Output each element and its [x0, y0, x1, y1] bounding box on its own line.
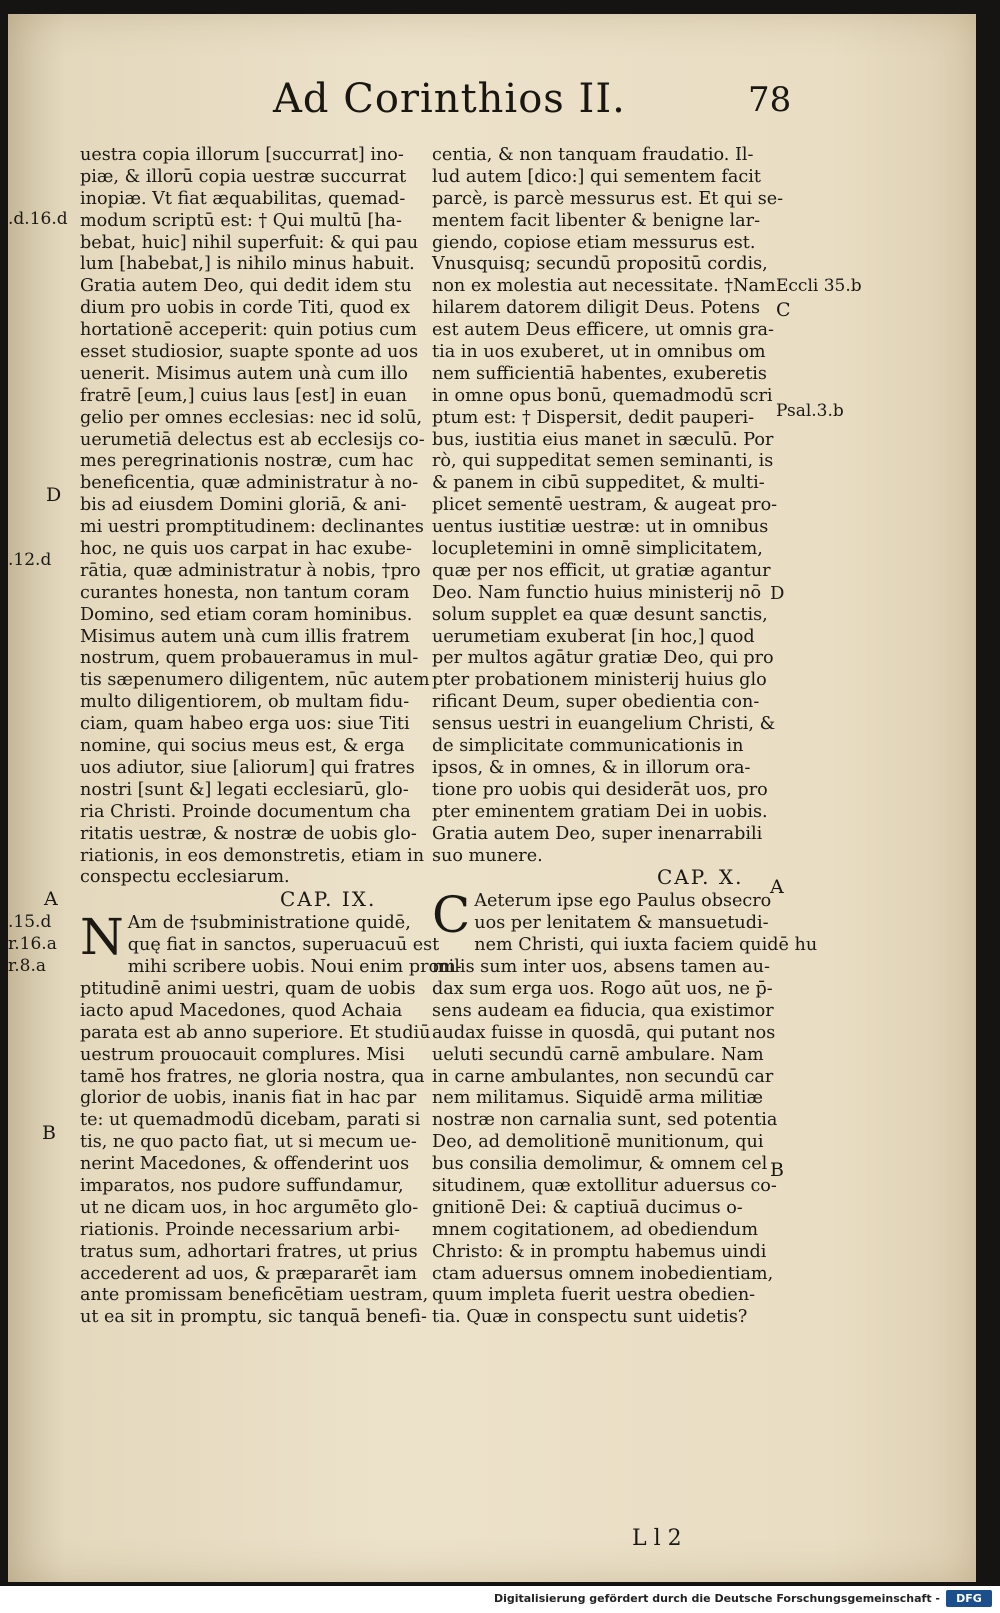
- text-line: quæ per nos efficit, ut gratiæ agantur: [432, 560, 771, 581]
- text-line: rificant Deum, super obedientia con-: [432, 692, 760, 713]
- text-line: beneficentia, quæ administratur à no-: [80, 473, 419, 494]
- text-line: ria Christi. Proinde documentum cha: [80, 801, 411, 822]
- text-line: imparatos, nos pudore suffundamur,: [80, 1175, 404, 1196]
- text-line: sensus uestri in euangelium Christi, &: [432, 714, 776, 735]
- text-line: sens audeam ea fiducia, qua existimor: [432, 1000, 774, 1021]
- margin-note-left: .12.d: [8, 550, 52, 570]
- text-line: ptum est: † Dispersit, dedit pauperi-: [432, 407, 755, 428]
- text-line: parata est ab anno superiore. Et studiū: [80, 1022, 431, 1043]
- text-line: & panem in cibū suppeditet, & multi-: [432, 473, 765, 494]
- text-line: Am de †subministratione quidē,: [127, 913, 411, 934]
- text-line: per multos agātur gratiæ Deo, qui pro: [432, 648, 774, 669]
- text-line: mi uestri promptitudinem: declinantes: [80, 517, 424, 538]
- dfg-logo: DFG: [946, 1590, 992, 1607]
- text-line: tamē hos fratres, ne gloria nostra, qua: [80, 1066, 425, 1087]
- text-line: esset studiosior, suapte sponte ad uos: [80, 342, 419, 363]
- text-line: hilarem datorem diligit Deus. Potens: [432, 298, 761, 319]
- text-line: rātia, quæ administratur à nobis, †pro: [80, 560, 421, 581]
- text-line: Aeterum ipse ego Paulus obsecro: [474, 891, 772, 912]
- text-line: Deo. Nam functio huius ministerij nō: [432, 582, 762, 603]
- drop-cap: C: [432, 886, 471, 945]
- margin-note-left: B: [42, 1122, 56, 1144]
- text-line: lud autem [dico:] qui sementem facit: [432, 166, 761, 187]
- text-line: nostri [sunt &] legati ecclesiarū, glo-: [80, 779, 409, 800]
- text-line: mentem facit libenter & benigne lar-: [432, 210, 761, 231]
- text-line: mihi scribere uobis. Noui enim prom-: [127, 957, 462, 978]
- text-line: nem Christi, qui iuxta faciem quidē hu: [474, 935, 818, 956]
- text-line: situdinem, quæ extollitur aduersus co-: [432, 1175, 777, 1196]
- margin-note-left: r.8.a: [8, 956, 47, 976]
- text-line: milis sum inter uos, absens tamen au-: [432, 957, 770, 978]
- text-line: conspectu ecclesiarum.: [80, 867, 290, 888]
- text-line: uentus iustitiæ uestræ: ut in omnibus: [432, 517, 769, 538]
- text-line: curantes honesta, non tantum coram: [80, 582, 410, 603]
- text-line: tratus sum, adhortari fratres, ut prius: [80, 1241, 418, 1262]
- text-line: uestrum prouocauit complures. Misi: [80, 1044, 405, 1065]
- text-line: quę fiat in sanctos, superuacuū est: [127, 935, 440, 956]
- text-line: centia, & non tanquam fraudatio. Il-: [432, 145, 754, 165]
- text-line: ut ea sit in promptu, sic tanquā benefi-: [80, 1307, 427, 1328]
- text-line: bus, iustitia eius manet in sæculū. Por: [432, 429, 774, 450]
- text-line: ante promissam beneficētiam uestram,: [80, 1285, 429, 1306]
- text-line: dium pro uobis in corde Titi, quod ex: [80, 298, 411, 319]
- text-line: ptitudinē animi uestri, quam de uobis: [80, 978, 416, 999]
- text-line: riationis. Proinde necessarium arbi-: [80, 1219, 400, 1240]
- margin-note-right: D: [770, 583, 785, 604]
- text-line: solum supplet ea quæ desunt sanctis,: [432, 604, 768, 625]
- text-line: lum [habebat,] is nihilo minus habuit.: [80, 254, 415, 275]
- text-line: uerumetiam exuberat [in hoc,] quod: [432, 626, 755, 647]
- text-line: nerint Macedones, & offenderint uos: [80, 1154, 410, 1175]
- drop-cap: N: [80, 908, 124, 967]
- text-line: tia in uos exuberet, ut in omnibus om: [432, 342, 766, 363]
- text-line: tione pro uobis qui desiderāt uos, pro: [432, 779, 768, 800]
- text-line: tis sæpenumero diligentem, nūc autem: [80, 670, 430, 691]
- text-line: inopiæ. Vt fiat æquabilitas, quemad-: [80, 188, 406, 209]
- text-line: uestra copia illorum [succurrat] ino-: [80, 145, 404, 165]
- text-line: bis ad eiusdem Domini gloriā, & ani-: [80, 495, 407, 516]
- text-line: nem sufficientiā habentes, exuberetis: [432, 363, 767, 384]
- text-line: glorior de uobis, inanis fiat in hac par: [80, 1088, 417, 1109]
- margin-note-right: C: [776, 299, 791, 321]
- text-line: uos per lenitatem & mansuetudi-: [474, 913, 769, 934]
- text-line: uerumetiā delectus est ab ecclesijs co-: [80, 429, 425, 450]
- text-line: plicet sementē uestram, & augeat pro-: [432, 495, 778, 516]
- signature-mark: L l 2: [632, 1526, 682, 1551]
- text-line: modum scriptū est: † Qui multū [ha-: [80, 210, 402, 231]
- text-line: Gratia autem Deo, super inenarrabili: [432, 823, 763, 844]
- margin-note-left: .d.16.d: [8, 209, 68, 229]
- text-line: bus consilia demolimur, & omnem cel: [432, 1154, 768, 1175]
- text-line: pter eminentem gratiam Dei in uobis.: [432, 801, 768, 822]
- text-line: gnitionē Dei: & captiuā ducimus o-: [432, 1197, 743, 1218]
- funding-credit: Digitalisierung gefördert durch die Deutsche Forschungsgemeinschaft -: [493, 1592, 940, 1605]
- text-line: pter probationem ministerij huius glo: [432, 670, 767, 691]
- text-line: in omne opus bonū, quemadmodū scri: [432, 385, 773, 406]
- text-line: tia. Quæ in conspectu sunt uidetis?: [432, 1307, 748, 1328]
- text-line: non ex molestia aut necessitate. †Nam: [432, 276, 776, 297]
- text-line: piæ, & illorū copia uestræ succurrat: [80, 166, 407, 187]
- margin-note-left: A: [44, 888, 58, 910]
- folio-number: 78: [748, 80, 792, 120]
- book-page: [8, 14, 976, 1582]
- text-line: hoc, ne quis uos carpat in hac exube-: [80, 539, 412, 560]
- left-text-column: [80, 145, 462, 1329]
- text-line: bebat, huic] nihil superfuit: & qui pau: [80, 232, 419, 253]
- text-line: tis, ne quo pacto fiat, ut si mecum ue-: [80, 1132, 417, 1153]
- running-head-title: Ad Corinthios II.: [273, 76, 626, 122]
- text-line: mnem cogitationem, ad obediendum: [432, 1219, 759, 1240]
- text-line: nem militamus. Siquidē arma militiæ: [432, 1088, 763, 1109]
- text-line: uenerit. Misimus autem unà cum illo: [80, 363, 408, 384]
- text-line: Deo, ad demolitionē munitionum, qui: [432, 1132, 764, 1153]
- text-line: ctam aduersus omnem inobedientiam,: [432, 1263, 774, 1284]
- text-line: ipsos, & in omnes, & in illorum ora-: [432, 757, 751, 778]
- text-line: ciam, quam habeo erga uos: siue Titi: [80, 714, 410, 735]
- text-line: fratrē [eum,] cuius laus [est] in euan: [80, 385, 408, 406]
- margin-note-left: .15.d: [8, 912, 52, 932]
- text-line: giendo, copiose etiam messurus est.: [432, 232, 756, 253]
- chapter-heading: CAP. X.: [657, 865, 744, 890]
- footer-bar: [0, 1586, 1000, 1613]
- text-line: nostrum, quem probaueramus in mul-: [80, 648, 419, 669]
- text-line: accederent ad uos, & præpararēt iam: [80, 1263, 417, 1284]
- margin-note-right: A: [770, 876, 784, 898]
- text-line: Misimus autem unà cum illis fratrem: [80, 626, 410, 647]
- text-line: Christo: & in promptu habemus uindi: [432, 1241, 767, 1262]
- text-line: hortationē acceperit: quin potius cum: [80, 320, 417, 341]
- text-line: locupletemini in omnē simplicitatem,: [432, 539, 763, 560]
- text-line: nomine, qui socius meus est, & erga: [80, 736, 405, 757]
- text-line: de simplicitate communicationis in: [432, 736, 744, 757]
- text-line: dax sum erga uos. Rogo aūt uos, ne p̄-: [432, 978, 773, 999]
- text-line: Gratia autem Deo, qui dedit idem stu: [80, 276, 412, 297]
- text-line: suo munere.: [432, 845, 543, 866]
- margin-note-right: Psal.3.b: [776, 401, 844, 421]
- chapter-heading: CAP. IX.: [280, 887, 377, 912]
- margin-note-left: r.16.a: [8, 934, 57, 954]
- text-line: riationis, in eos demonstretis, etiam in: [80, 845, 425, 866]
- text-line: te: ut quemadmodū dicebam, parati si: [80, 1110, 421, 1131]
- margin-note-right: Eccli 35.b: [776, 276, 862, 296]
- margin-note-right: B: [770, 1159, 784, 1181]
- text-line: ueluti secundū carnē ambulare. Nam: [432, 1044, 764, 1065]
- text-line: multo diligentiorem, ob multam fidu-: [80, 692, 410, 713]
- text-line: ritatis uestræ, & nostræ de uobis glo-: [80, 823, 417, 844]
- text-line: Domino, sed etiam coram hominibus.: [80, 604, 413, 625]
- text-line: audax fuisse in quosdā, qui putant nos: [432, 1022, 776, 1043]
- text-line: uos adiutor, siue [aliorum] qui fratres: [80, 757, 415, 778]
- text-line: quum impleta fuerit uestra obedien-: [432, 1285, 756, 1306]
- text-line: parcè, is parcè messurus est. Et qui se-: [432, 188, 784, 209]
- margin-note-left: D: [46, 484, 62, 506]
- text-line: in carne ambulantes, non secundū car: [432, 1066, 774, 1087]
- text-line: iacto apud Macedones, quod Achaia: [80, 1000, 403, 1021]
- text-line: gelio per omnes ecclesias: nec id solū,: [80, 407, 423, 428]
- text-line: est autem Deus efficere, ut omnis gra-: [432, 320, 774, 341]
- text-line: ut ne dicam uos, in hoc argumēto glo-: [80, 1197, 419, 1218]
- text-line: nostræ non carnalia sunt, sed potentia: [432, 1110, 778, 1131]
- text-line: mes peregrinationis nostræ, cum hac: [80, 451, 414, 472]
- text-line: Vnusquisq; secundū propositū cordis,: [432, 254, 768, 275]
- text-line: rò, qui suppeditat semen seminanti, is: [432, 451, 774, 472]
